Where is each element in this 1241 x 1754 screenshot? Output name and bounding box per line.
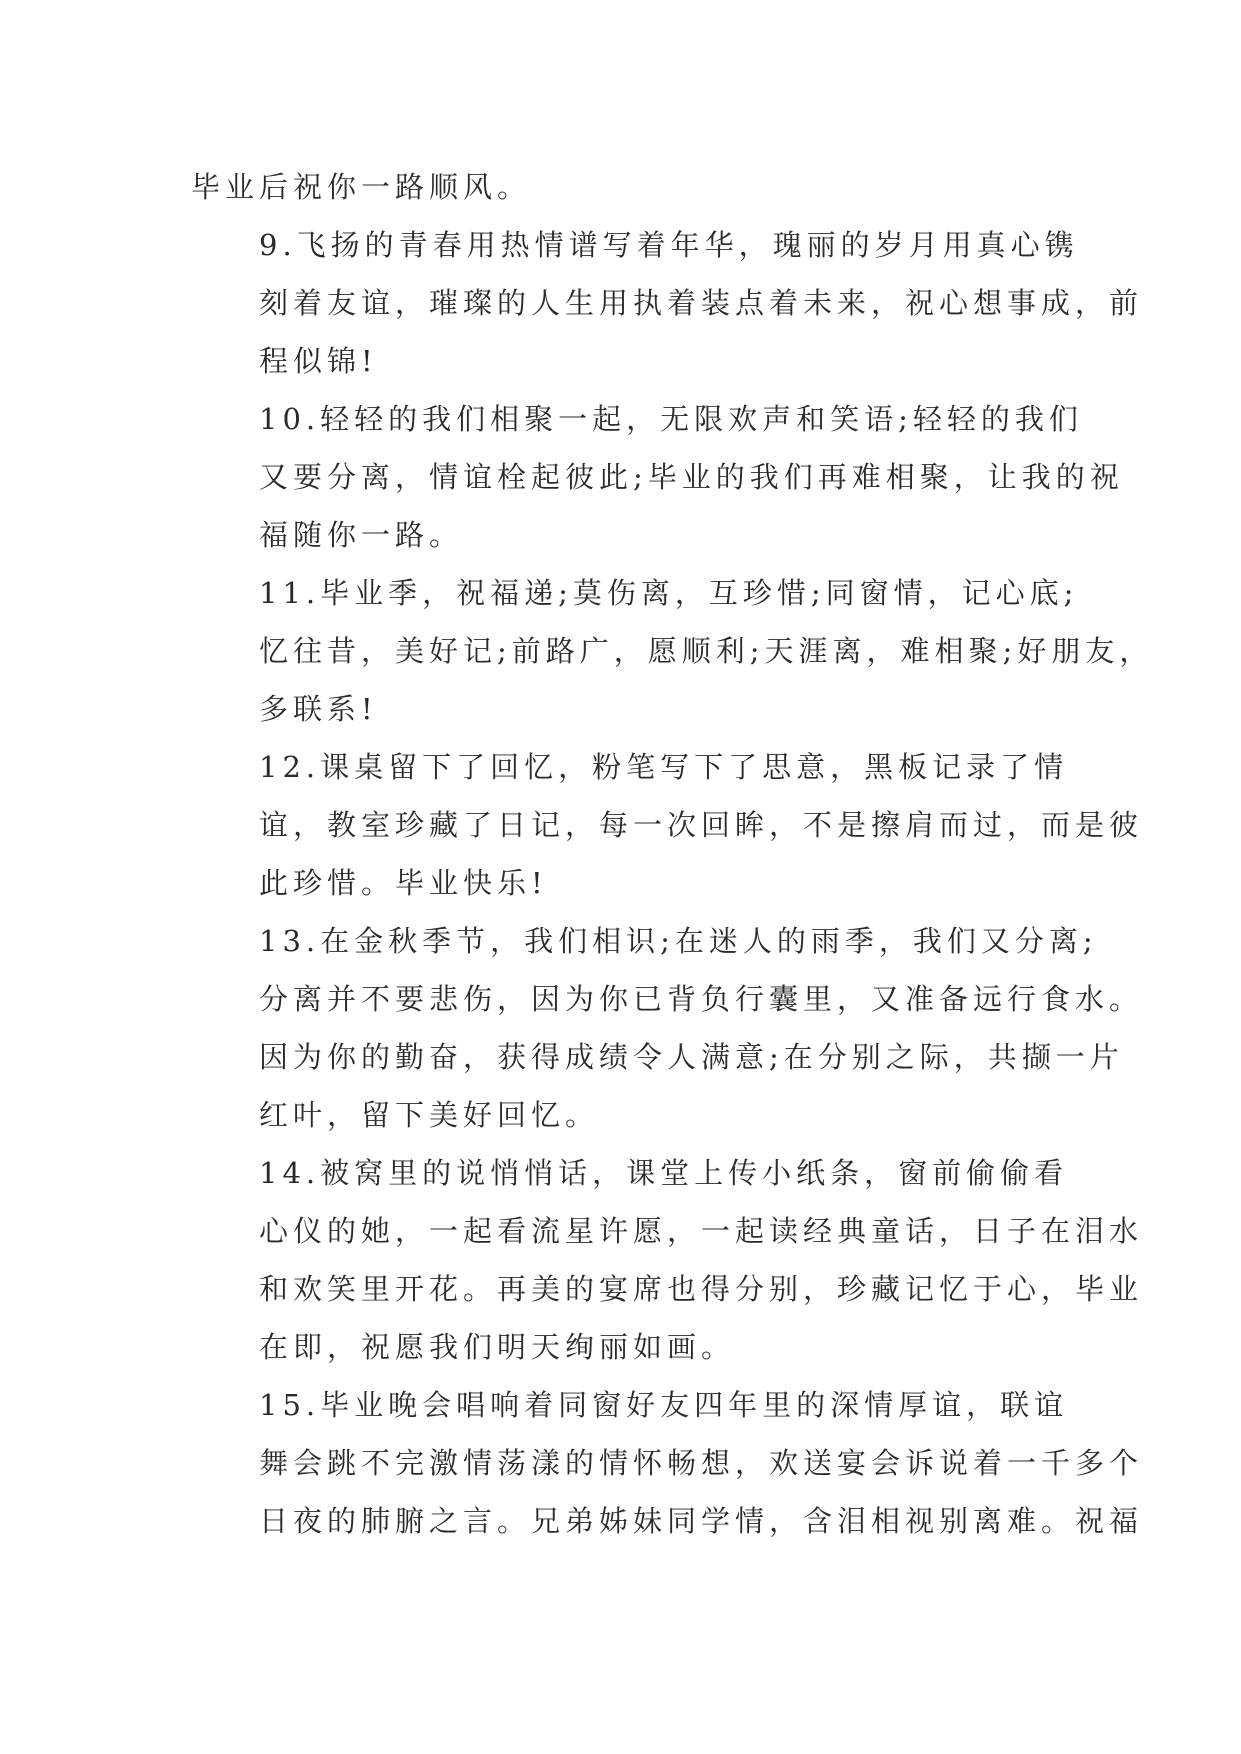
text-line: 14.被窝里的说悄悄话，课堂上传小纸条，窗前偷偷看 xyxy=(259,1156,1069,1190)
text-line: 因为你的勤奋，获得成绩令人满意;在分别之际，共撷一片 xyxy=(259,1040,1124,1074)
text-line: 13.在金秋季节，我们相识;在迷人的雨季，我们又分离; xyxy=(259,924,1098,958)
text-line: 9.飞扬的青春用热情谱写着年华，瑰丽的岁月用真心镌 xyxy=(259,228,1079,262)
text-line: 刻着友谊，璀璨的人生用执着装点着未来，祝心想事成，前 xyxy=(259,286,1144,320)
paragraph-12 xyxy=(191,738,1144,912)
paragraph-11 xyxy=(191,564,1154,738)
text-line: 此珍惜。毕业快乐! xyxy=(259,866,548,900)
text-line: 毕业后祝你一路顺风。 xyxy=(191,170,532,204)
text-line: 和欢笑里开花。再美的宴席也得分别，珍藏记忆于心，毕业 xyxy=(259,1272,1144,1306)
paragraph-continued xyxy=(191,158,1051,216)
paragraph-13 xyxy=(191,912,1144,1144)
text-line: 谊，教室珍藏了日记，每一次回眸，不是擦肩而过，而是彼 xyxy=(259,808,1144,842)
paragraph-10 xyxy=(191,390,1124,564)
paragraph-15 xyxy=(191,1376,1144,1550)
text-line: 在即，祝愿我们明天绚丽如画。 xyxy=(259,1330,736,1364)
text-line: 福随你一路。 xyxy=(259,518,464,552)
text-line: 舞会跳不完激情荡漾的情怀畅想，欢送宴会诉说着一千多个 xyxy=(259,1446,1144,1480)
document-body xyxy=(191,158,1154,1550)
text-line: 又要分离，情谊栓起彼此;毕业的我们再难相聚，让我的祝 xyxy=(259,460,1124,494)
text-line: 忆往昔，美好记;前路广，愿顺利;天涯离，难相聚;好朋友， xyxy=(259,634,1154,668)
text-line: 15.毕业晚会唱响着同窗好友四年里的深情厚谊，联谊 xyxy=(259,1388,1069,1422)
paragraph-14 xyxy=(191,1144,1144,1376)
text-line: 分离并不要悲伤，因为你已背负行囊里，又准备远行食水。 xyxy=(259,982,1144,1016)
text-line: 12.课桌留下了回忆，粉笔写下了思意，黑板记录了情 xyxy=(259,750,1069,784)
text-line: 程似锦! xyxy=(259,344,378,378)
paragraph-9 xyxy=(191,216,1144,390)
text-line: 心仪的她，一起看流星许愿，一起读经典童话，日子在泪水 xyxy=(259,1214,1144,1248)
text-line: 红叶，留下美好回忆。 xyxy=(259,1098,600,1132)
text-line: 多联系! xyxy=(259,692,378,726)
text-line: 10.轻轻的我们相聚一起，无限欢声和笑语;轻轻的我们 xyxy=(259,402,1083,436)
text-line: 11.毕业季，祝福递;莫伤离，互珍惜;同窗情，记心底; xyxy=(259,576,1079,610)
text-line: 日夜的肺腑之言。兄弟姊妹同学情，含泪相视别离难。祝福 xyxy=(259,1504,1144,1538)
